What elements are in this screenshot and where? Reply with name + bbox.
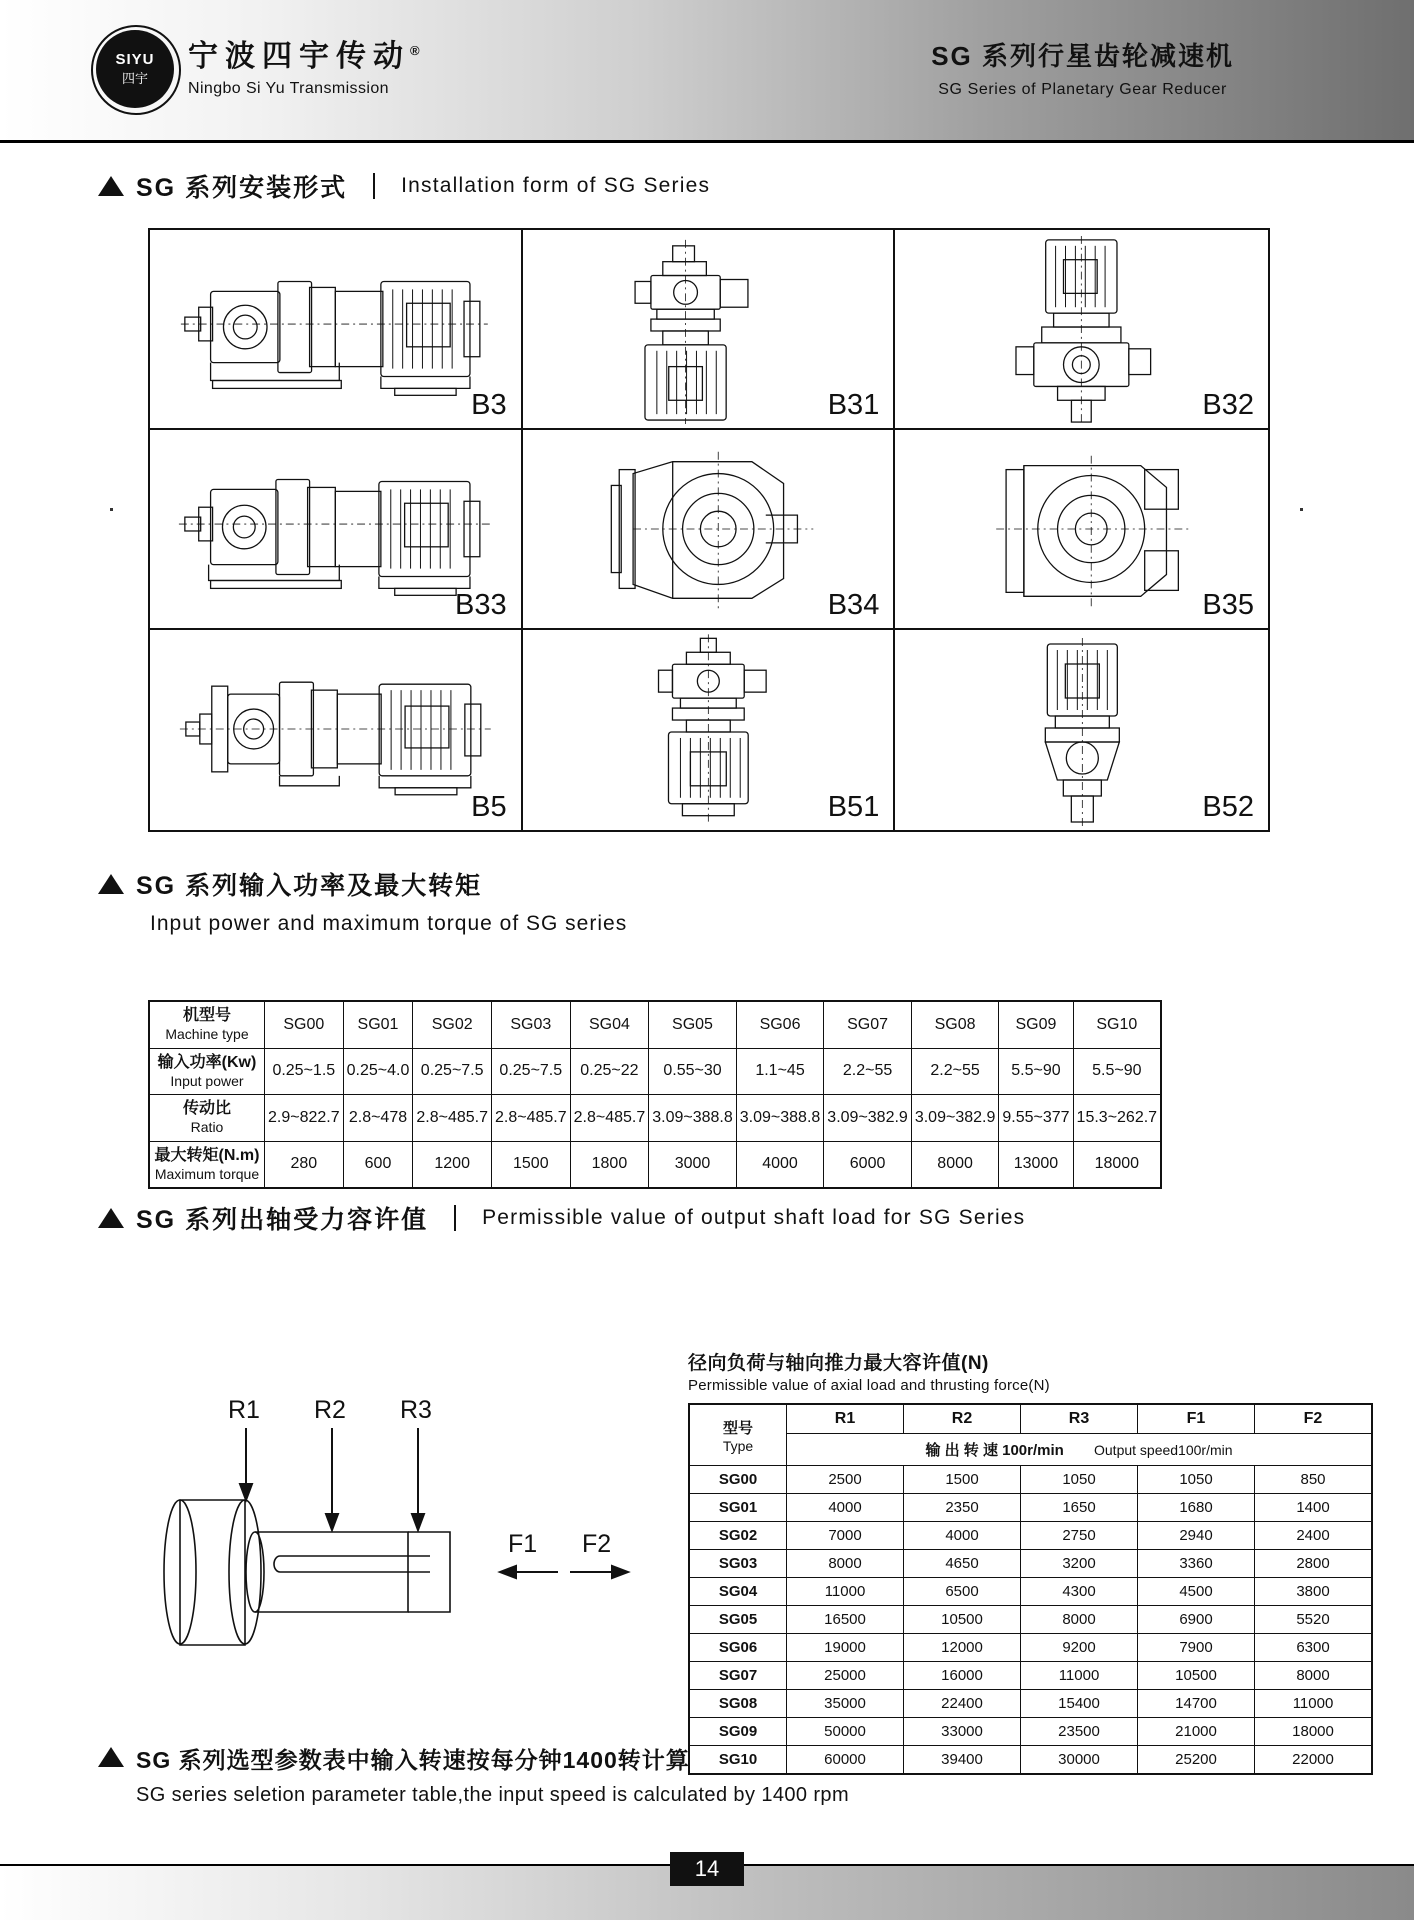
cell-r3: 3200 [1021,1550,1138,1578]
installation-label-b52: B52 [1202,791,1254,823]
note-text-en: SG series seletion parameter table,the input speed is calculated by 1400 rpm [136,1784,850,1806]
triangle-bullet-icon [98,1208,124,1228]
cell-r3: 1650 [1021,1494,1138,1522]
cell-input-power-6: 1.1~45 [736,1048,824,1095]
table-row [689,1466,1372,1494]
row-header-ratio-en: Ratio [190,1119,224,1135]
cell-machine-type-9: SG09 [999,1001,1073,1048]
cell-f1: 2940 [1138,1522,1255,1550]
divider [373,173,375,199]
installation-label-b32: B32 [1202,389,1254,421]
cell-type: SG03 [689,1550,787,1578]
footer-note [98,1742,849,1807]
cell-max-torque-7: 6000 [824,1141,912,1188]
cell-input-power-3: 0.25~7.5 [491,1048,570,1095]
cell-ratio-5: 3.09~388.8 [649,1095,737,1142]
cell-f1: 25200 [1138,1746,1255,1775]
header-title-en: SG Series of Planetary Gear Reducer [938,81,1227,98]
cell-r2: 22400 [904,1690,1021,1718]
installation-label-b33: B33 [455,589,507,621]
cell-type: SG08 [689,1690,787,1718]
cell-r1: 4000 [787,1494,904,1522]
cell-f2: 6300 [1255,1634,1373,1662]
table-row [689,1494,1372,1522]
cell-f1: 10500 [1138,1662,1255,1690]
brand-name-cn-text: 宁波四宇传动 [188,40,410,74]
header-output-speed-en: Output speed100r/min [1094,1442,1233,1458]
table-row [689,1634,1372,1662]
cell-r3: 8000 [1021,1606,1138,1634]
logo-mark-bottom: 四宇 [121,71,148,86]
cell-r3: 9200 [1021,1634,1138,1662]
table-row-max-torque [149,1141,1161,1188]
cell-f2: 5520 [1255,1606,1373,1634]
cell-ratio-3: 2.8~485.7 [491,1095,570,1142]
installation-cell-b31 [523,230,896,430]
cell-input-power-0: 0.25~1.5 [265,1048,344,1095]
row-header-ratio-cn: 传动比 [182,1100,231,1117]
cell-r3: 15400 [1021,1690,1138,1718]
cell-input-power-4: 0.25~22 [570,1048,649,1095]
cell-max-torque-1: 600 [343,1141,413,1188]
cell-r3: 2750 [1021,1522,1138,1550]
table-row [689,1522,1372,1550]
header-type-cn: 型号 [722,1419,753,1437]
installation-cell-b34 [523,430,896,630]
cell-r3: 4300 [1021,1578,1138,1606]
installation-cell-b5 [150,630,523,830]
cell-input-power-5: 0.55~30 [649,1048,737,1095]
triangle-bullet-icon [98,1747,124,1767]
cell-r2: 4000 [904,1522,1021,1550]
cell-r1: 19000 [787,1634,904,1662]
cell-input-power-10: 5.5~90 [1073,1048,1161,1095]
cell-r1: 16500 [787,1606,904,1634]
cell-type: SG05 [689,1606,787,1634]
brand-logo [96,30,427,108]
shaft-load-table-title-en: Permissible value of axial load and thrusting force(N) [688,1377,1050,1394]
cell-max-torque-9: 13000 [999,1141,1073,1188]
cell-r3: 23500 [1021,1718,1138,1746]
cell-f2: 18000 [1255,1718,1373,1746]
table-row [689,1690,1372,1718]
cell-input-power-1: 0.25~4.0 [343,1048,413,1095]
cell-r2: 1500 [904,1466,1021,1494]
row-header-max-torque [149,1141,265,1188]
row-header-machine-type [149,1001,265,1048]
cell-f2: 11000 [1255,1690,1373,1718]
cell-type: SG04 [689,1578,787,1606]
cell-max-torque-3: 1500 [491,1141,570,1188]
cell-f1: 21000 [1138,1718,1255,1746]
table-row [689,1550,1372,1578]
header-col-r3: R3 [1021,1404,1138,1434]
cell-r1: 50000 [787,1718,904,1746]
table-row [689,1606,1372,1634]
cell-f1: 14700 [1138,1690,1255,1718]
cell-input-power-9: 5.5~90 [999,1048,1073,1095]
cell-max-torque-10: 18000 [1073,1141,1161,1188]
cell-r2: 2350 [904,1494,1021,1522]
installation-cell-b35 [895,430,1268,630]
section1-title-cn: SG 系列安装形式 [136,174,348,202]
cell-r1: 60000 [787,1746,904,1775]
cell-max-torque-5: 3000 [649,1141,737,1188]
cell-r3: 30000 [1021,1746,1138,1775]
cell-r2: 10500 [904,1606,1021,1634]
cell-r3: 1050 [1021,1466,1138,1494]
cell-max-torque-4: 1800 [570,1141,649,1188]
label-r3: R3 [400,1396,432,1424]
brand-name-cn [188,39,427,75]
table-row-machine-type [149,1001,1161,1048]
triangle-bullet-icon [98,176,124,196]
header-col-f2: F2 [1255,1404,1373,1434]
brand-name-en: Ningbo Si Yu Transmission [188,80,389,98]
cell-f2: 2400 [1255,1522,1373,1550]
installation-form-grid [148,228,1270,832]
cell-max-torque-6: 4000 [736,1141,824,1188]
triangle-bullet-icon [98,874,124,894]
registration-dot [110,508,113,511]
cell-r2: 39400 [904,1746,1021,1775]
cell-f1: 6900 [1138,1606,1255,1634]
registration-dot [1300,508,1303,511]
cell-f1: 3360 [1138,1550,1255,1578]
cell-input-power-2: 0.25~7.5 [413,1048,492,1095]
table-subheader-row [689,1434,1372,1466]
table-header-row [689,1404,1372,1434]
cell-r2: 16000 [904,1662,1021,1690]
cell-f2: 22000 [1255,1746,1373,1775]
cell-max-torque-2: 1200 [413,1141,492,1188]
cell-type: SG10 [689,1746,787,1775]
header-type-en: Type [722,1437,754,1454]
section2-title-en: Input power and maximum torque of SG series [150,912,628,935]
cell-machine-type-5: SG05 [649,1001,737,1048]
shaft-load-table-title-cn: 径向负荷与轴向推力最大容许值(N) [688,1353,989,1374]
installation-label-b35: B35 [1202,589,1254,621]
label-r2: R2 [314,1396,346,1424]
row-header-max-torque-cn: 最大转矩(N.m) [154,1146,260,1164]
header-col-r1: R1 [787,1404,904,1434]
section3-title-cn: SG 系列出轴受力容许值 [136,1206,429,1234]
table-row [689,1662,1372,1690]
label-f1: F1 [508,1530,538,1558]
cell-f2: 8000 [1255,1662,1373,1690]
cell-f1: 4500 [1138,1578,1255,1606]
cell-r1: 11000 [787,1578,904,1606]
cell-r3: 11000 [1021,1662,1138,1690]
page-number: 14 [670,1852,744,1886]
installation-cell-b51 [523,630,896,830]
cell-r1: 35000 [787,1690,904,1718]
installation-cell-b33 [150,430,523,630]
cell-machine-type-0: SG00 [265,1001,344,1048]
cell-ratio-10: 15.3~262.7 [1073,1095,1161,1142]
note-text-cn: SG 系列选型参数表中输入转速按每分钟1400转计算 [136,1747,690,1773]
row-header-input-power-en: Input power [170,1072,244,1089]
reducer-drawing-b3 [150,230,521,428]
cell-r1: 8000 [787,1550,904,1578]
cell-max-torque-0: 280 [265,1141,344,1188]
cell-input-power-7: 2.2~55 [824,1048,912,1095]
installation-label-b34: B34 [827,589,880,621]
siyu-logo-icon [96,30,174,108]
table-row [689,1578,1372,1606]
cell-type: SG01 [689,1494,787,1522]
cell-machine-type-3: SG03 [491,1001,570,1048]
output-shaft-diagram [150,1360,670,1740]
section3-title-en: Permissible value of output shaft load for SG Series [482,1206,1026,1229]
table-row-ratio [149,1095,1161,1142]
cell-type: SG02 [689,1522,787,1550]
cell-ratio-0: 2.9~822.7 [265,1095,344,1142]
section2-title-cn: SG 系列输入功率及最大转矩 [136,872,483,900]
cell-machine-type-1: SG01 [343,1001,413,1048]
installation-label-b3: B3 [471,389,507,421]
row-header-machine-type-cn: 机型号 [182,1007,231,1024]
cell-ratio-2: 2.8~485.7 [413,1095,492,1142]
input-power-table [148,1000,1162,1189]
cell-r2: 4650 [904,1550,1021,1578]
shaft-load-table [688,1403,1373,1775]
header-col-f1: F1 [1138,1404,1255,1434]
divider [454,1205,456,1231]
cell-f1: 1680 [1138,1494,1255,1522]
section1-title-en: Installation form of SG Series [401,174,711,197]
cell-ratio-1: 2.8~478 [343,1095,413,1142]
logo-mark-top: SIYU [115,51,155,68]
header-title-cn: SG 系列行星齿轮减速机 [931,41,1234,71]
cell-r1: 2500 [787,1466,904,1494]
row-header-ratio [149,1095,265,1142]
header-output-speed [787,1434,1373,1466]
cell-type: SG06 [689,1634,787,1662]
cell-machine-type-10: SG10 [1073,1001,1161,1048]
cell-ratio-8: 3.09~382.9 [911,1095,999,1142]
cell-ratio-9: 9.55~377 [999,1095,1073,1142]
row-header-input-power [149,1048,265,1095]
cell-type: SG00 [689,1466,787,1494]
label-r1: R1 [228,1396,260,1424]
cell-f2: 850 [1255,1466,1373,1494]
cell-input-power-8: 2.2~55 [911,1048,999,1095]
reducer-drawing-b5 [150,630,521,830]
cell-ratio-7: 3.09~382.9 [824,1095,912,1142]
cell-r2: 33000 [904,1718,1021,1746]
cell-machine-type-6: SG06 [736,1001,824,1048]
cell-type: SG09 [689,1718,787,1746]
cell-type: SG07 [689,1662,787,1690]
installation-label-b51: B51 [827,791,880,823]
cell-machine-type-8: SG08 [911,1001,999,1048]
row-header-max-torque-en: Maximum torque [154,1165,260,1182]
section-heading-installation [98,168,710,204]
row-header-machine-type-en: Machine type [165,1026,249,1042]
cell-machine-type-2: SG02 [413,1001,492,1048]
cell-r1: 7000 [787,1522,904,1550]
installation-cell-b52 [895,630,1268,830]
header-title [931,36,1234,99]
cell-f2: 3800 [1255,1578,1373,1606]
installation-label-b31: B31 [827,389,880,421]
cell-f1: 7900 [1138,1634,1255,1662]
cell-machine-type-4: SG04 [570,1001,649,1048]
table-row-input-power [149,1048,1161,1095]
cell-r1: 25000 [787,1662,904,1690]
installation-cell-b3 [150,230,523,430]
header-output-speed-cn: 输 出 转 速 100r/min [925,1442,1064,1459]
page-header [0,0,1414,143]
section-heading-shaft-load [98,1200,1025,1236]
cell-r2: 6500 [904,1578,1021,1606]
cell-ratio-6: 3.09~388.8 [736,1095,824,1142]
cell-max-torque-8: 8000 [911,1141,999,1188]
header-col-r2: R2 [904,1404,1021,1434]
cell-ratio-4: 2.8~485.7 [570,1095,649,1142]
row-header-input-power-cn: 输入功率(Kw) [157,1053,257,1071]
shaft-load-table-block [688,1348,1373,1775]
cell-r2: 12000 [904,1634,1021,1662]
registered-mark: ® [410,43,427,59]
section-heading-input-power [98,866,482,902]
installation-label-b5: B5 [471,791,507,823]
cell-machine-type-7: SG07 [824,1001,912,1048]
label-f2: F2 [582,1530,612,1558]
cell-f1: 1050 [1138,1466,1255,1494]
cell-f2: 1400 [1255,1494,1373,1522]
installation-cell-b32 [895,230,1268,430]
header-type [689,1404,787,1466]
cell-f2: 2800 [1255,1550,1373,1578]
